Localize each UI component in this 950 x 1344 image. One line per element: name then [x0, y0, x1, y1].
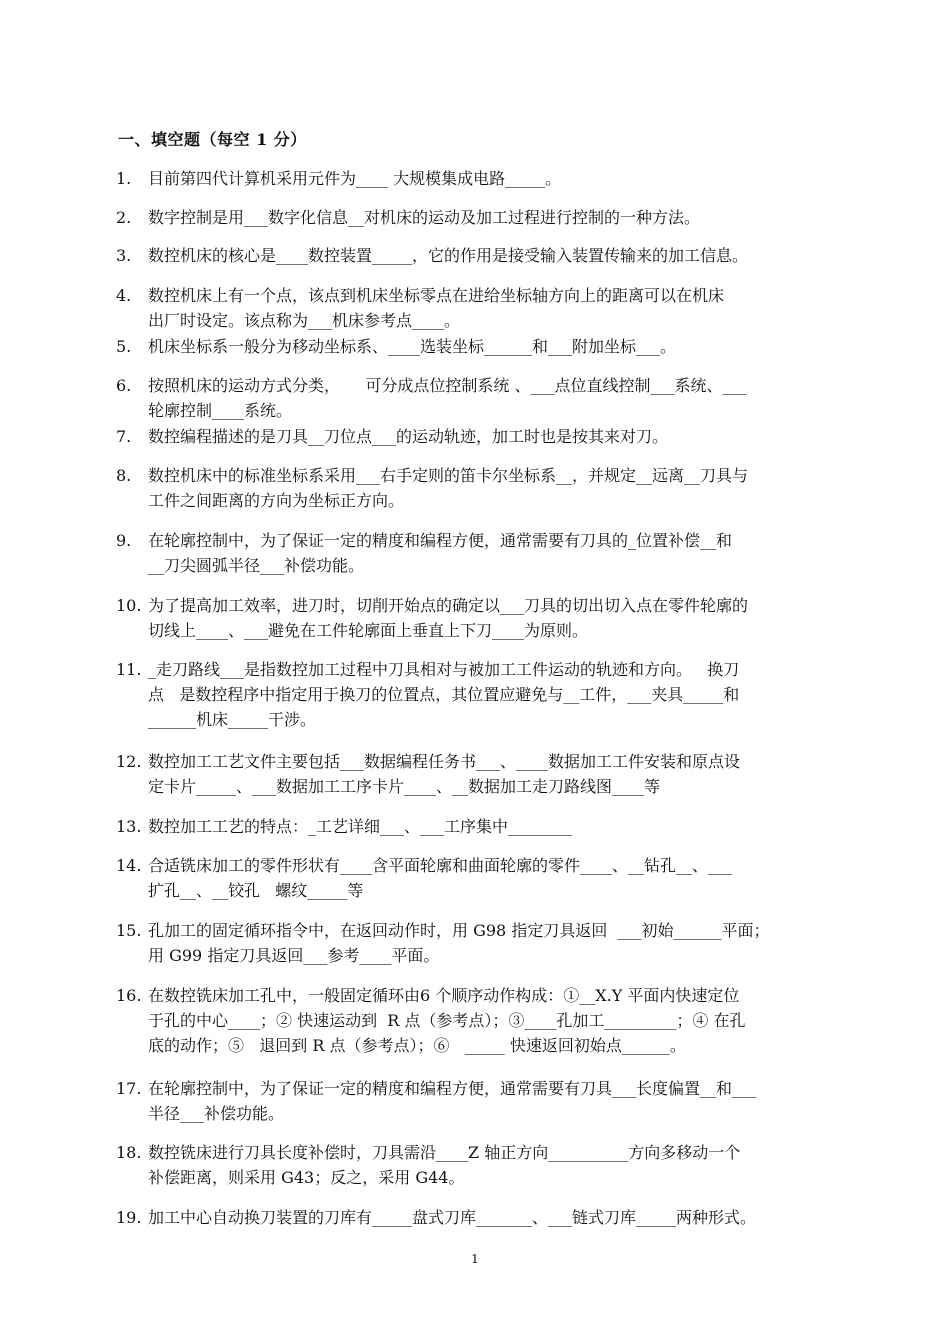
- question-text: 机床坐标系一般分为移动坐标系、____选装坐标______和___附加坐标___。: [148, 337, 677, 356]
- question-text: 孔加工的固定循环指令中，在返回动作时，用 G98 指定刀具返回 ___初始______平面； 用 G99 指定刀具返回___参考____平面。: [148, 921, 770, 965]
- question-text: 数控机床的核心是____数控装置_____，它的作用是接受输入装置传输来的加工信息。: [148, 246, 749, 265]
- question-text: 按照机床的运动方式分类， 可分成点位控制系统 、___点位直线控制___系统、___ 轮廓控制____系统。: [148, 376, 747, 420]
- question-text: 数字控制是用___数字化信息__对机床的运动及加工过程进行控制的一种方法。: [148, 208, 701, 227]
- question-number: 1.: [116, 169, 132, 188]
- question-item: [116, 463, 876, 513]
- question-number: 12.: [116, 752, 142, 771]
- question-item: [116, 205, 876, 230]
- question-text: 加工中心自动换刀装置的刀库有_____盘式刀库_______、___链式刀库_____两种形式。: [148, 1208, 757, 1227]
- question-text: 数控机床上有一个点，该点到机床坐标零点在进给坐标轴方向上的距离可以在机床 出厂时设定。该点称为___机床参考点____。: [148, 286, 725, 330]
- question-item: [116, 853, 876, 903]
- question-item: [116, 1205, 876, 1230]
- question-text: 在数控铣床加工孔中，一般固定循环由6 个顺序动作构成：①__X.Y 平面内快速定位 于孔的中心____；② 快速运动到 R 点（参考点）；③____孔加工_________；④ 在孔 底的动作；⑤ 退回到 R 点（参考点）；⑥ _____ 快速返回初始点______。: [148, 986, 746, 1055]
- question-number: 16.: [116, 986, 142, 1005]
- question-number: 17.: [116, 1079, 142, 1098]
- question-text: 数控铣床进行刀具长度补偿时，刀具需沿____Z 轴正方向__________方向多移动一个 补偿距离，则采用 G43；反之，采用 G44。: [148, 1143, 741, 1187]
- question-number: 3.: [116, 246, 132, 265]
- question-item: [116, 983, 876, 1058]
- question-item: [116, 593, 876, 643]
- question-number: 10.: [116, 596, 142, 615]
- question-item: [116, 749, 876, 799]
- question-item: [116, 657, 876, 732]
- question-number: 14.: [116, 856, 142, 875]
- question-item: [116, 283, 876, 333]
- question-item: [116, 243, 876, 268]
- question-item: [116, 424, 876, 449]
- question-item: [116, 814, 876, 839]
- question-text: 数控机床中的标准坐标系采用___右手定则的笛卡尔坐标系__，并规定__远离__刀具与 工件之间距离的方向为坐标正方向。: [148, 466, 749, 510]
- question-number: 7.: [116, 427, 132, 446]
- question-number: 5.: [116, 337, 132, 356]
- question-text: 在轮廓控制中，为了保证一定的精度和编程方便，通常需要有刀具的_位置补偿__和 __刀尖圆弧半径___补偿功能。: [148, 531, 733, 575]
- question-item: [116, 528, 876, 578]
- question-text: 合适铣床加工的零件形状有____含平面轮廓和曲面轮廓的零件____、__钻孔__、___ 扩孔__、__铰孔 螺纹_____等: [148, 856, 733, 900]
- question-item: [116, 918, 876, 968]
- question-item: [116, 334, 876, 359]
- question-text: 数控加工工艺的特点：_工艺详细___、___工序集中________: [148, 817, 573, 836]
- question-item: [116, 166, 876, 191]
- question-text: 数控加工工艺文件主要包括___数据编程任务书___、____数据加工工件安装和原点设 定卡片_____、___数据加工工序卡片____、__数据加工走刀路线图____等: [148, 752, 741, 796]
- question-item: [116, 1140, 876, 1190]
- question-number: 18.: [116, 1143, 142, 1162]
- section-title: 一、填空题（每空 1 分）: [118, 130, 307, 149]
- question-number: 19.: [116, 1208, 142, 1227]
- page-number: 1: [471, 1252, 479, 1266]
- question-text: 目前第四代计算机采用元件为____ 大规模集成电路_____。: [148, 169, 562, 188]
- question-text: 为了提高加工效率，进刀时，切削开始点的确定以___刀具的切出切入点在零件轮廓的 切线上____、___避免在工件轮廓面上垂直上下刀____为原则。: [148, 596, 749, 640]
- question-text: 在轮廓控制中，为了保证一定的精度和编程方便，通常需要有刀具___长度偏置__和___ 半径___补偿功能。: [148, 1079, 757, 1123]
- question-number: 6.: [116, 376, 132, 395]
- question-number: 4.: [116, 286, 132, 305]
- question-number: 9.: [116, 531, 132, 550]
- question-number: 8.: [116, 466, 132, 485]
- question-text: _走刀路线___是指数控加工过程中刀具相对与被加工工件运动的轨迹和方向。 换刀 点 是数控程序中指定用于换刀的位置点，其位置应避免与__工件，___夹具_____和 ______机床_____干涉。: [148, 660, 740, 729]
- question-number: 11.: [116, 660, 142, 679]
- question-item: [116, 373, 876, 423]
- question-item: [116, 1076, 876, 1126]
- question-number: 13.: [116, 817, 142, 836]
- question-number: 15.: [116, 921, 142, 940]
- question-text: 数控编程描述的是刀具__刀位点___的运动轨迹，加工时也是按其来对刀。: [148, 427, 669, 446]
- question-number: 2.: [116, 208, 132, 227]
